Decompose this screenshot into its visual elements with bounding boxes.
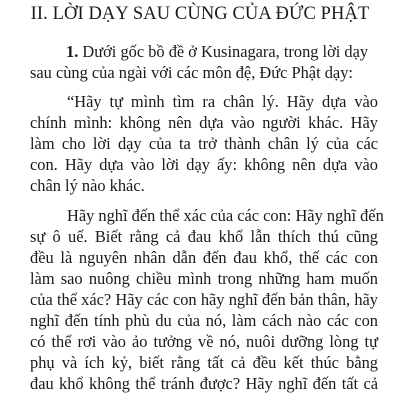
paragraph-1-text-1: Dưới gốc bồ đề ở Kusinagara, trong lời dạy <box>82 42 369 61</box>
section-number: 1. <box>66 42 79 61</box>
document-page: II. LỜI DẠY SAU CÙNG CỦA ĐỨC PHẬT 1. Dưới gốc bồ đề ở Kusinagara, trong lời dạy sau cùng của ngài với các môn đệ, Đức Phật dạy: “Hãy tự mình tìm ra chân lý. Hãy dựa vào chính mình: không nên dựa vào người khác. Hãy làm cho lời dạy của ta trở thành chân lý của các con. Hãy dựa vào lời dạy ấy: không nên dựa vào chân lý nào khác. Hãy nghĩ đến thể xác của các con: Hãy nghĩ đến sự ô uế. Biết rằng cả đau khổ lẫn thích thú cũng đều là nguyên nhân dẫn đến đau khổ, thế các con làm sao nuông chiều mình trong những ham muốn của thể xác? Hãy các con hãy nghĩ đến bản thân, hãy nghĩ đến tính phù du của nó, làm cách nào các con có thể rơi vào ảo tưởng về nó, nuôi dưỡng lòng tự phụ và ích kỷ, biết rằng tất cả đều kết thúc bằng đau khổ không thể tránh được? Hãy nghĩ đến tất cả <box>0 0 400 400</box>
chapter-heading: II. LỜI DẠY SAU CÙNG CỦA ĐỨC PHẬT <box>30 4 370 24</box>
